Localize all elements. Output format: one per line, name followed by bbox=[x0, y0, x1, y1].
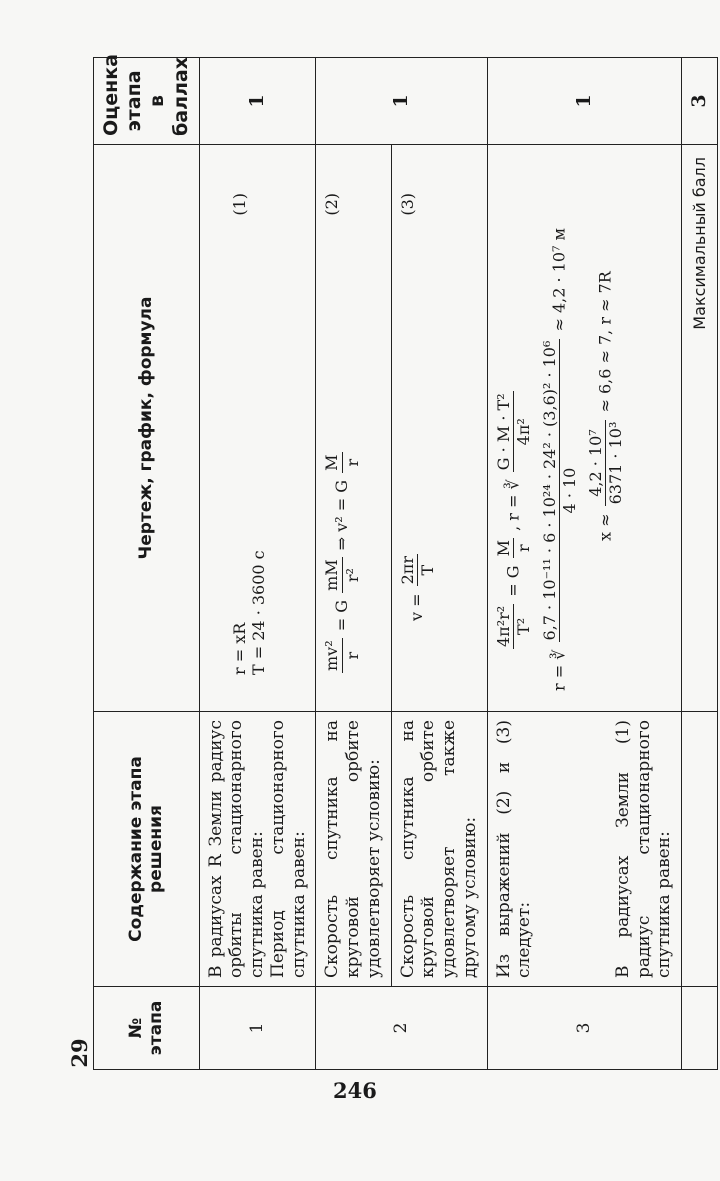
fraction-numerator: 2πr bbox=[397, 556, 417, 585]
formula-orbit-speed bbox=[397, 552, 438, 621]
header-row bbox=[94, 58, 200, 1070]
fraction-denominator: T bbox=[418, 564, 438, 576]
content-cell: Скорость спутника на круговой орбите удовлетворяет также другому условию: bbox=[391, 712, 487, 987]
fraction-numerator: G · M · T² bbox=[493, 393, 513, 471]
fraction-numerator: M bbox=[322, 454, 342, 471]
max-row bbox=[682, 58, 718, 1070]
formula-radius bbox=[494, 153, 534, 651]
formula-radius-value bbox=[540, 153, 580, 691]
formula-part: x ≈ bbox=[595, 513, 615, 541]
empty-cell bbox=[682, 987, 718, 1070]
formula: T = 24 · 3600 с bbox=[249, 550, 269, 675]
formula-ratio bbox=[586, 153, 626, 541]
formula-part: , r = ∛ bbox=[503, 479, 523, 531]
fraction-denominator: r bbox=[514, 544, 534, 552]
formula-part: ≈ 4,2 · 10⁷ м bbox=[549, 228, 569, 332]
formula-velocity bbox=[322, 450, 362, 675]
problem-number: 29 bbox=[67, 1038, 92, 1068]
formula-part: r = ∛ bbox=[549, 649, 569, 691]
max-score-label: Максимальный балл bbox=[682, 145, 718, 712]
formula-cell bbox=[487, 145, 682, 712]
fraction-denominator: 6371 · 10³ bbox=[606, 421, 626, 505]
table-row bbox=[487, 58, 682, 1070]
equation-tag: (3) bbox=[397, 193, 417, 216]
fraction-numerator: 4π²r² bbox=[493, 605, 513, 647]
fraction-denominator: r bbox=[342, 458, 362, 467]
header-content: Содержание этапа решения bbox=[94, 712, 200, 987]
fraction-numerator: mM bbox=[322, 559, 342, 591]
formula-part: = G bbox=[331, 600, 351, 632]
stage-cell: 1 bbox=[199, 987, 316, 1070]
fraction-numerator: 6,7 · 10⁻¹¹ · 6 · 10²⁴ · 24² · (3,6)² · 10⁶ bbox=[539, 340, 559, 641]
score-cell: 1 bbox=[199, 58, 316, 145]
content-text: В радиусах R Земли радиус орбиты стационарного спутника равен: bbox=[205, 720, 268, 978]
fraction-numerator: 4,2 · 10⁷ bbox=[586, 420, 607, 507]
fraction-numerator: mv² bbox=[322, 640, 342, 671]
empty-cell bbox=[682, 712, 718, 987]
formula-cell bbox=[199, 145, 316, 712]
content-cell bbox=[487, 712, 682, 987]
content-text: Период стационарного спутника равен: bbox=[267, 720, 309, 978]
content-text: В радиусах Земли (1) радиус стационарного спутника равен: bbox=[612, 720, 675, 978]
content-cell: Скорость спутника на круговой орбите удовлетворяет условию: bbox=[316, 712, 391, 987]
table-row bbox=[316, 58, 391, 1070]
formula-part: v = bbox=[407, 593, 427, 621]
formula-cell bbox=[316, 145, 391, 712]
fraction-numerator: M bbox=[493, 539, 513, 557]
fraction-denominator: r² bbox=[342, 568, 362, 583]
formula-part: = G bbox=[503, 565, 523, 597]
fraction-denominator: r bbox=[342, 651, 362, 660]
stage-cell: 3 bbox=[487, 987, 682, 1070]
solution-table-rotated bbox=[93, 54, 711, 1070]
score-cell: 1 bbox=[487, 58, 682, 145]
fraction-denominator: 4π² bbox=[514, 418, 534, 446]
formula-part: ≈ 6,6 ≈ 7, r ≈ 7R bbox=[595, 271, 615, 413]
header-formula: Чертеж, график, формула bbox=[94, 145, 200, 712]
formula-part: ⇒ v² = G bbox=[331, 479, 351, 551]
fraction-denominator: T² bbox=[514, 617, 534, 635]
table-row bbox=[391, 58, 487, 1070]
formula: r = xR bbox=[229, 622, 249, 675]
table-row bbox=[199, 58, 316, 1070]
solution-table bbox=[93, 54, 718, 1070]
header-score: Оценка этапа в баллах bbox=[94, 58, 200, 145]
page-number: 246 bbox=[333, 1078, 377, 1103]
content-text: Из выражений (2) и (3) следует: bbox=[493, 720, 535, 978]
score-cell: 1 bbox=[316, 58, 487, 145]
equation-tag: (1) bbox=[229, 193, 249, 216]
fraction-denominator: 4 · 10 bbox=[560, 467, 580, 514]
stage-cell: 2 bbox=[316, 987, 487, 1070]
max-score-value: 3 bbox=[682, 58, 718, 145]
header-stage: № этапа bbox=[94, 987, 200, 1070]
content-cell bbox=[199, 712, 316, 987]
equation-tag: (2) bbox=[322, 193, 342, 216]
formula-cell bbox=[391, 145, 487, 712]
